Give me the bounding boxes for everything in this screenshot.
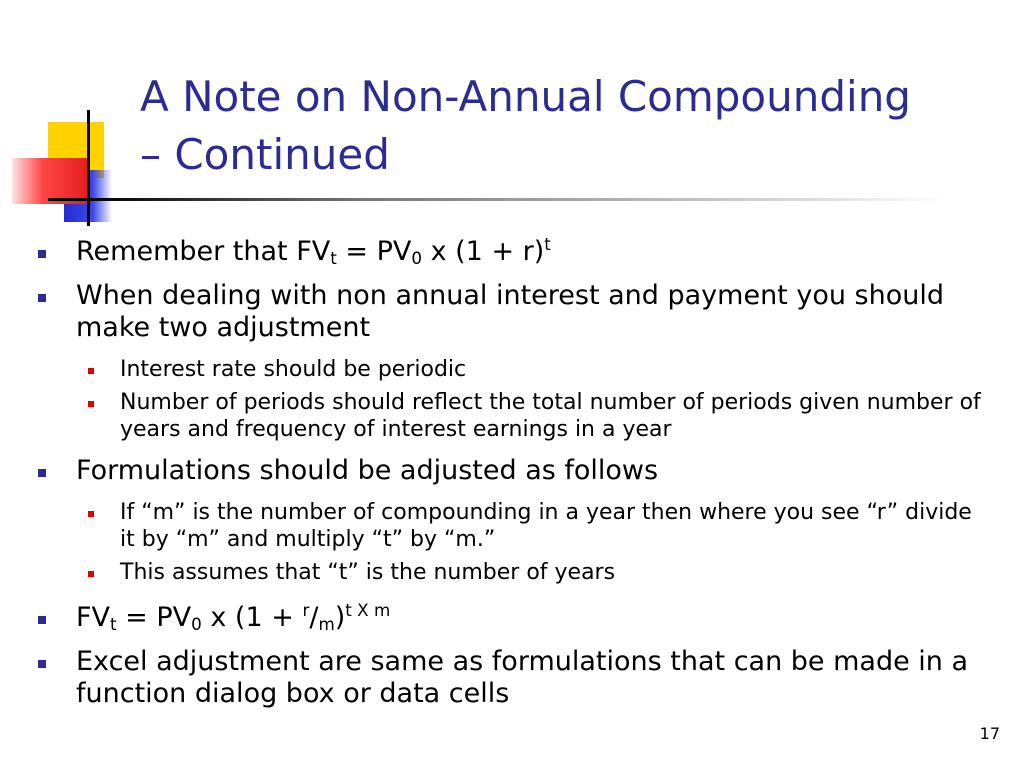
bullet-item (34, 599, 984, 635)
page-number: 17 (979, 724, 1000, 743)
square-bullet-icon (88, 571, 94, 577)
bullet-item (34, 646, 984, 710)
decorative-logo (0, 100, 160, 230)
sub-bullet-item (34, 389, 984, 443)
title-line-1: A Note on Non-Annual Compounding (140, 72, 911, 121)
square-bullet-icon (38, 616, 46, 624)
sub-bullet-item (34, 356, 984, 383)
bullet-text: Excel adjustment are same as formulations that can be made in a function dialog box or data cells (76, 646, 969, 709)
sub-bullet-text: This assumes that “t” is the number of years (120, 560, 616, 585)
square-bullet-icon (38, 469, 46, 477)
title-line-2: – Continued (140, 130, 390, 179)
square-bullet-icon (88, 511, 94, 517)
bullet-list (34, 233, 984, 722)
bullet-text: When dealing with non annual interest and payment you should make two adjustment (76, 280, 944, 343)
slide-title (140, 68, 1000, 184)
bullet-text: Remember that $FV_t = PV_0$ x $(1 + r)^t$ (76, 233, 551, 269)
title-underline (48, 198, 948, 201)
sub-bullet-text: If “m” is the number of compounding in a year then where you see “r” divide it by “m” and multiply “t” by “m.” (120, 500, 972, 552)
vertical-rule (87, 110, 90, 226)
bullet-item (34, 233, 984, 269)
sub-bullet-item (34, 559, 984, 586)
square-bullet-icon (88, 368, 94, 374)
sub-bullet-text: Number of periods should reflect the total number of periods given number of years and frequency of interest earnings in a year (120, 390, 981, 442)
sub-bullet-text: Interest rate should be periodic (120, 357, 467, 382)
square-bullet-icon (38, 294, 46, 302)
bullet-item (34, 455, 984, 487)
square-bullet-icon (88, 401, 94, 407)
square-bullet-icon (38, 250, 46, 258)
sub-bullet-item (34, 499, 984, 553)
bullet-item (34, 280, 984, 344)
square-bullet-icon (38, 660, 46, 668)
formula-text: $FV_t = PV_0$ x $(1 + ^r/_m)^{t X m}$ (76, 599, 391, 635)
bullet-text: Formulations should be adjusted as follows (76, 455, 659, 486)
